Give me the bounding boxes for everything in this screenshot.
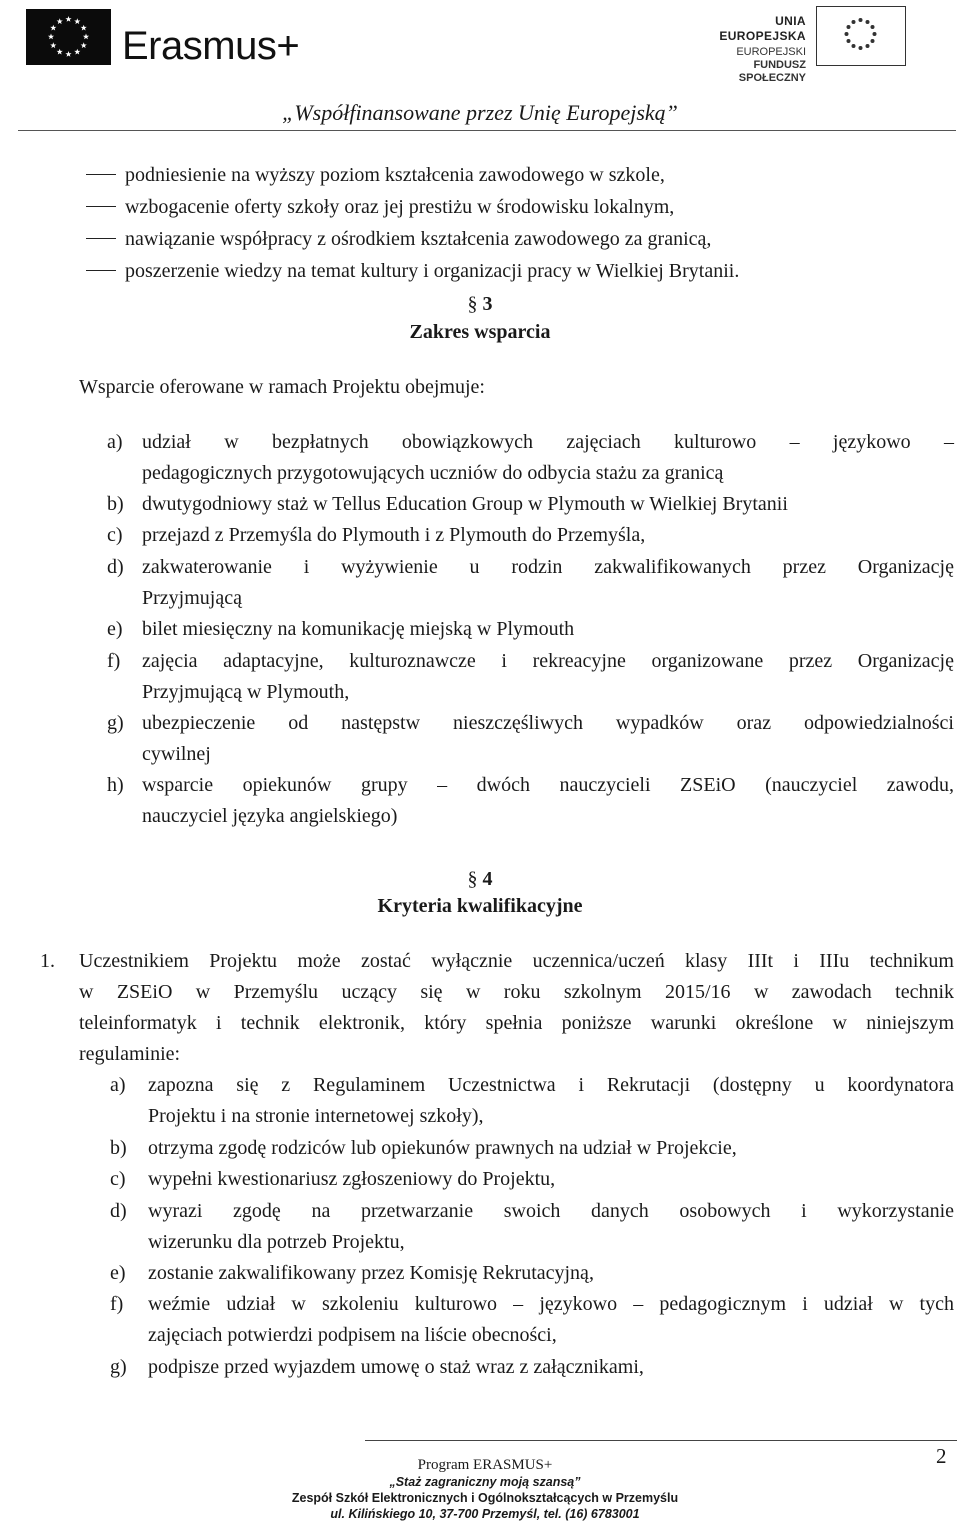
- list-item-line: pedagogicznych przygotowujących uczniów do odbycia stażu za granicą: [142, 462, 724, 484]
- footer-program: Program ERASMUS+: [417, 1457, 553, 1473]
- list-item-line: Przyjmującą: [142, 587, 242, 609]
- header-divider: [18, 130, 956, 131]
- erasmus-logo-text: Erasmus+: [122, 24, 300, 68]
- point-line: regulaminie:: [79, 1043, 181, 1065]
- dash-bullet: [86, 270, 116, 271]
- list-item-line: wypełni kwestionariusz zgłoszeniowy do Projektu,: [148, 1168, 556, 1190]
- point-line: Uczestnikiem Projektu może zostać wyłącznie uczennica/uczeń klasy IIIt i IIIu technikum: [79, 950, 954, 972]
- list-item-line: zajęcia adaptacyjne, kulturoznawcze i rekreacyjne organizowane przez Organizację: [142, 650, 954, 672]
- section-number: 4: [482, 868, 493, 890]
- list-item-line: wsparcie opiekunów grupy – dwóch nauczycieli ZSEiO (nauczyciel zawodu,: [142, 774, 954, 796]
- dash-bullet: [86, 206, 116, 207]
- goal-item: wzbogacenie oferty szkoły oraz jej prestiżu w środowisku lokalnym,: [125, 196, 675, 218]
- list-marker: e): [110, 1262, 126, 1284]
- point-marker: 1.: [40, 950, 55, 972]
- section-3-title: Zakres wsparcia: [409, 321, 551, 343]
- page-header: [0, 0, 960, 135]
- list-item-line: przejazd z Przemyśla do Plymouth i z Plymouth do Przemyśla,: [142, 524, 646, 546]
- list-item-line: wyrazi zgodę na przetwarzanie swoich danych osobowych i wykorzystanie: [148, 1200, 954, 1222]
- list-marker: g): [107, 712, 124, 734]
- section-4-title: Kryteria kwalifikacyjne: [377, 895, 583, 917]
- dash-bullet: [86, 174, 116, 175]
- section-4-number: [0, 867, 960, 891]
- list-marker: f): [110, 1293, 124, 1315]
- list-item-line: weźmie udział w szkoleniu kulturowo – językowo – pedagogicznym i udział w tych: [148, 1293, 954, 1315]
- list-marker: d): [107, 556, 124, 578]
- section-sign: §: [467, 868, 478, 890]
- point-line: teleinformatyk i technik elektronik, który spełnia poniższe warunki określone w niniejszym: [79, 1012, 954, 1034]
- list-item-line: otrzyma zgodę rodziców lub opiekunów prawnych na udział w Projekcie,: [148, 1137, 737, 1159]
- cofinanced-notice: „Współfinansowane przez Unię Europejską”: [282, 100, 678, 125]
- list-item-line: nauczyciel języka angielskiego): [142, 805, 398, 827]
- list-item-line: ubezpieczenie od następstw nieszczęśliwych wypadków oraz odpowiedzialności: [142, 712, 954, 734]
- list-item-line: zajęciach potwierdzi podpisem na liście obecności,: [148, 1324, 557, 1346]
- goal-item: nawiązanie współpracy z ośrodkiem kształcenia zawodowego za granicą,: [125, 228, 712, 250]
- list-item-line: zapozna się z Regulaminem Uczestnictwa i Rekrutacji (dostępny u koordynatora: [148, 1074, 954, 1096]
- list-item-line: dwutygodniowy staż w Tellus Education Group w Plymouth w Wielkiej Brytanii: [142, 493, 788, 515]
- eu-social-fund-flag-logo: [816, 6, 906, 66]
- section-number: 3: [482, 293, 493, 315]
- list-marker: c): [110, 1168, 126, 1190]
- eu-union-label: UNIA EUROPEJSKA: [719, 14, 806, 43]
- point-line: w ZSEiO w Przemyślu uczący się w roku szkolnym 2015/16 w zawodach technik: [79, 981, 954, 1003]
- list-marker: a): [107, 431, 123, 453]
- list-marker: g): [110, 1356, 127, 1378]
- eu-social-fund-label: FUNDUSZ SPOŁECZNY: [738, 59, 806, 84]
- footer-project-name: „Staż zagraniczny moją szansą”: [389, 1475, 581, 1489]
- list-item-line: Projektu i na stronie internetowej szkoły),: [148, 1105, 484, 1127]
- goal-item: poszerzenie wiedzy na temat kultury i organizacji pracy w Wielkiej Brytanii.: [125, 260, 740, 282]
- list-item-line: udział w bezpłatnych obowiązkowych zajęciach kulturowo – językowo –: [142, 431, 954, 453]
- list-marker: b): [107, 493, 124, 515]
- goal-item: podniesienie na wyższy poziom kształcenia zawodowego w szkole,: [125, 164, 665, 186]
- list-item-line: wizerunku dla potrzeb Projektu,: [148, 1231, 405, 1253]
- list-marker: d): [110, 1200, 127, 1222]
- eu-fund-text: [688, 14, 806, 85]
- list-item-line: Przyjmującą w Plymouth,: [142, 681, 350, 703]
- list-marker: c): [107, 524, 123, 546]
- list-marker: h): [107, 774, 124, 796]
- dash-bullet: [86, 238, 116, 239]
- list-item-line: zostanie zakwalifikowany przez Komisję Rekrutacyjną,: [148, 1262, 594, 1284]
- section-3-intro: Wsparcie oferowane w ramach Projektu obejmuje:: [79, 376, 485, 398]
- list-marker: a): [110, 1074, 126, 1096]
- list-marker: f): [107, 650, 121, 672]
- list-item-line: podpisze przed wyjazdem umowę o staż wraz z załącznikami,: [148, 1356, 644, 1378]
- section-3-number: [0, 292, 960, 316]
- footer-address: ul. Kilińskiego 10, 37-700 Przemyśl, tel. (16) 6783001: [330, 1507, 640, 1521]
- list-item-line: bilet miesięczny na komunikację miejską w Plymouth: [142, 618, 575, 640]
- eu-flag-logo: [26, 9, 111, 65]
- page-number: 2: [936, 1444, 947, 1468]
- list-item-line: cywilnej: [142, 743, 211, 765]
- eu-european-label: EUROPEJSKI: [736, 46, 806, 58]
- list-marker: b): [110, 1137, 127, 1159]
- list-item-line: zakwaterowanie i wyżywienie u rodzin zakwalifikowanych przez Organizację: [142, 556, 954, 578]
- section-sign: §: [467, 293, 478, 315]
- list-marker: e): [107, 618, 123, 640]
- footer-divider: [365, 1440, 957, 1441]
- footer-school-name: Zespół Szkół Elektronicznych i Ogólnokształcących w Przemyślu: [291, 1491, 679, 1505]
